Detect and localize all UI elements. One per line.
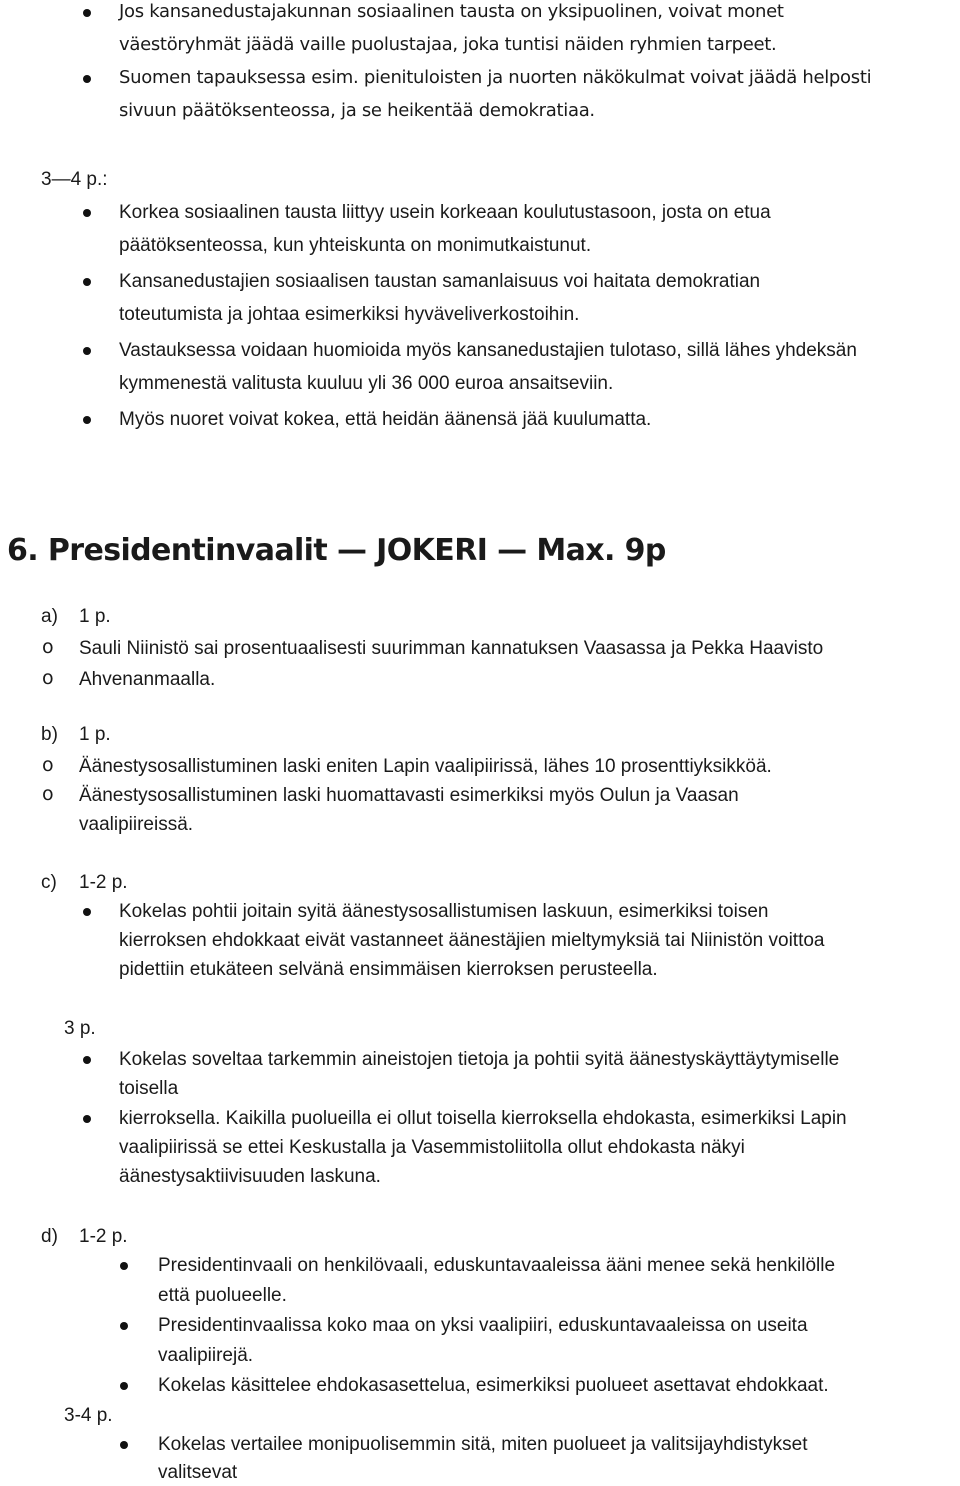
bullet-dot (83, 1056, 91, 1064)
points-label: 3—4 p.: (41, 169, 108, 190)
bullet-dot (83, 416, 91, 424)
text-line: Presidentinvaalissa koko maa on yksi vaalipiiri, eduskuntavaaleissa on useita (158, 1315, 808, 1336)
points-label: 3-4 p. (64, 1405, 113, 1426)
text-line: äänestysaktiivisuuden laskuna. (119, 1166, 381, 1187)
text-line: Sauli Niinistö sai prosentuaalisesti suurimman kannatuksen Vaasassa ja Pekka Haavisto (79, 638, 824, 659)
text-line: väestöryhmät jäädä vaille puolustajaa, joka tuntisi näiden ryhmien tarpeet. (119, 34, 777, 55)
circle-bullet-icon: o (42, 667, 54, 689)
bullet-dot (83, 347, 91, 355)
text-line: Kokelas pohtii joitain syitä äänestysosallistumisen laskuun, esimerkiksi toisen (119, 901, 769, 922)
bullet-dot (83, 209, 91, 217)
section-label: c) (41, 872, 57, 893)
text-line: kymmenestä valitusta kuuluu yli 36 000 euroa ansaitseviin. (119, 373, 614, 394)
text-line: Kokelas vertailee monipuolisemmin sitä, miten puolueet ja valitsijayhdistykset (158, 1434, 808, 1455)
points-label: 3 p. (64, 1018, 96, 1039)
circle-bullet-icon: o (42, 754, 54, 776)
text-line: kierroksen ehdokkaat eivät vastanneet äänestäjien mieltymyksiä tai Niinistön voittoa (119, 930, 825, 951)
section-label: b) (41, 724, 58, 745)
bullet-dot (83, 9, 91, 17)
text-line: Ahvenanmaalla. (79, 669, 216, 690)
bullet-dot (120, 1382, 128, 1390)
text-line: vaalipiireissä. (79, 814, 194, 835)
section-heading: 6. Presidentinvaalit — JOKERI — Max. 9p (7, 533, 666, 568)
text-line: sivuun päätöksenteossa, ja se heikentää demokratiaa. (119, 100, 595, 121)
text-line: Kansanedustajien sosiaalisen taustan samanlaisuus voi haitata demokratian (119, 271, 761, 292)
points-label: 1-2 p. (79, 872, 128, 893)
text-line: Presidentinvaali on henkilövaali, eduskuntavaaleissa ääni menee sekä henkilölle (158, 1255, 836, 1276)
text-line: toteutumista ja johtaa esimerkiksi hyväveliverkostoihin. (119, 304, 580, 325)
bullet-dot (83, 1115, 91, 1123)
bullet-dot (120, 1441, 128, 1449)
text-line: päätöksenteossa, kun yhteiskunta on monimutkaistunut. (119, 235, 592, 256)
circle-bullet-icon: o (42, 636, 54, 658)
section-label: a) (41, 606, 58, 627)
points-label: 1 p. (79, 724, 111, 745)
text-line: Äänestysosallistuminen laski huomattavasti esimerkiksi myös Oulun ja Vaasan (79, 785, 739, 806)
points-label: 1-2 p. (79, 1226, 128, 1247)
text-line: Myös nuoret voivat kokea, että heidän äänensä jää kuulumatta. (119, 409, 652, 430)
bullet-dot (83, 75, 91, 83)
text-line: kierroksella. Kaikilla puolueilla ei ollut toisella kierroksella ehdokasta, esimerkiksi Lapin (119, 1108, 847, 1129)
text-line: että puolueelle. (158, 1285, 287, 1306)
text-line: Jos kansanedustajakunnan sosiaalinen tausta on yksipuolinen, voivat monet (119, 1, 784, 22)
text-line: Vastauksessa voidaan huomioida myös kansanedustajien tulotaso, sillä lähes yhdeksän (119, 340, 857, 361)
text-line: pidettiin etukäteen selvänä ensimmäisen kierroksen perusteella. (119, 959, 658, 980)
bullet-dot (83, 908, 91, 916)
text-line: vaalipiirejä. (158, 1345, 254, 1366)
section-label: d) (41, 1226, 58, 1247)
text-line: valitsevat (158, 1462, 238, 1483)
text-line: Kokelas käsittelee ehdokasasettelua, esimerkiksi puolueet asettavat ehdokkaat. (158, 1375, 829, 1396)
bullet-dot (120, 1322, 128, 1330)
bullet-dot (83, 278, 91, 286)
points-label: 1 p. (79, 606, 111, 627)
text-line: Korkea sosiaalinen tausta liittyy usein korkeaan koulutustasoon, josta on etua (119, 202, 771, 223)
text-line: vaalipiirissä se ettei Keskustalla ja Vasemmistoliitolla ollut ehdokasta näkyi (119, 1137, 745, 1158)
text-line: Suomen tapauksessa esim. pienituloisten ja nuorten näkökulmat voivat jäädä helposti (119, 67, 872, 88)
circle-bullet-icon: o (42, 783, 54, 805)
text-line: Kokelas soveltaa tarkemmin aineistojen tietoja ja pohtii syitä äänestyskäyttäytymiselle (119, 1049, 840, 1070)
text-line: toisella (119, 1078, 179, 1099)
bullet-dot (120, 1262, 128, 1270)
text-line: Äänestysosallistuminen laski eniten Lapin vaalipiirissä, lähes 10 prosenttiyksikköä. (79, 756, 772, 777)
